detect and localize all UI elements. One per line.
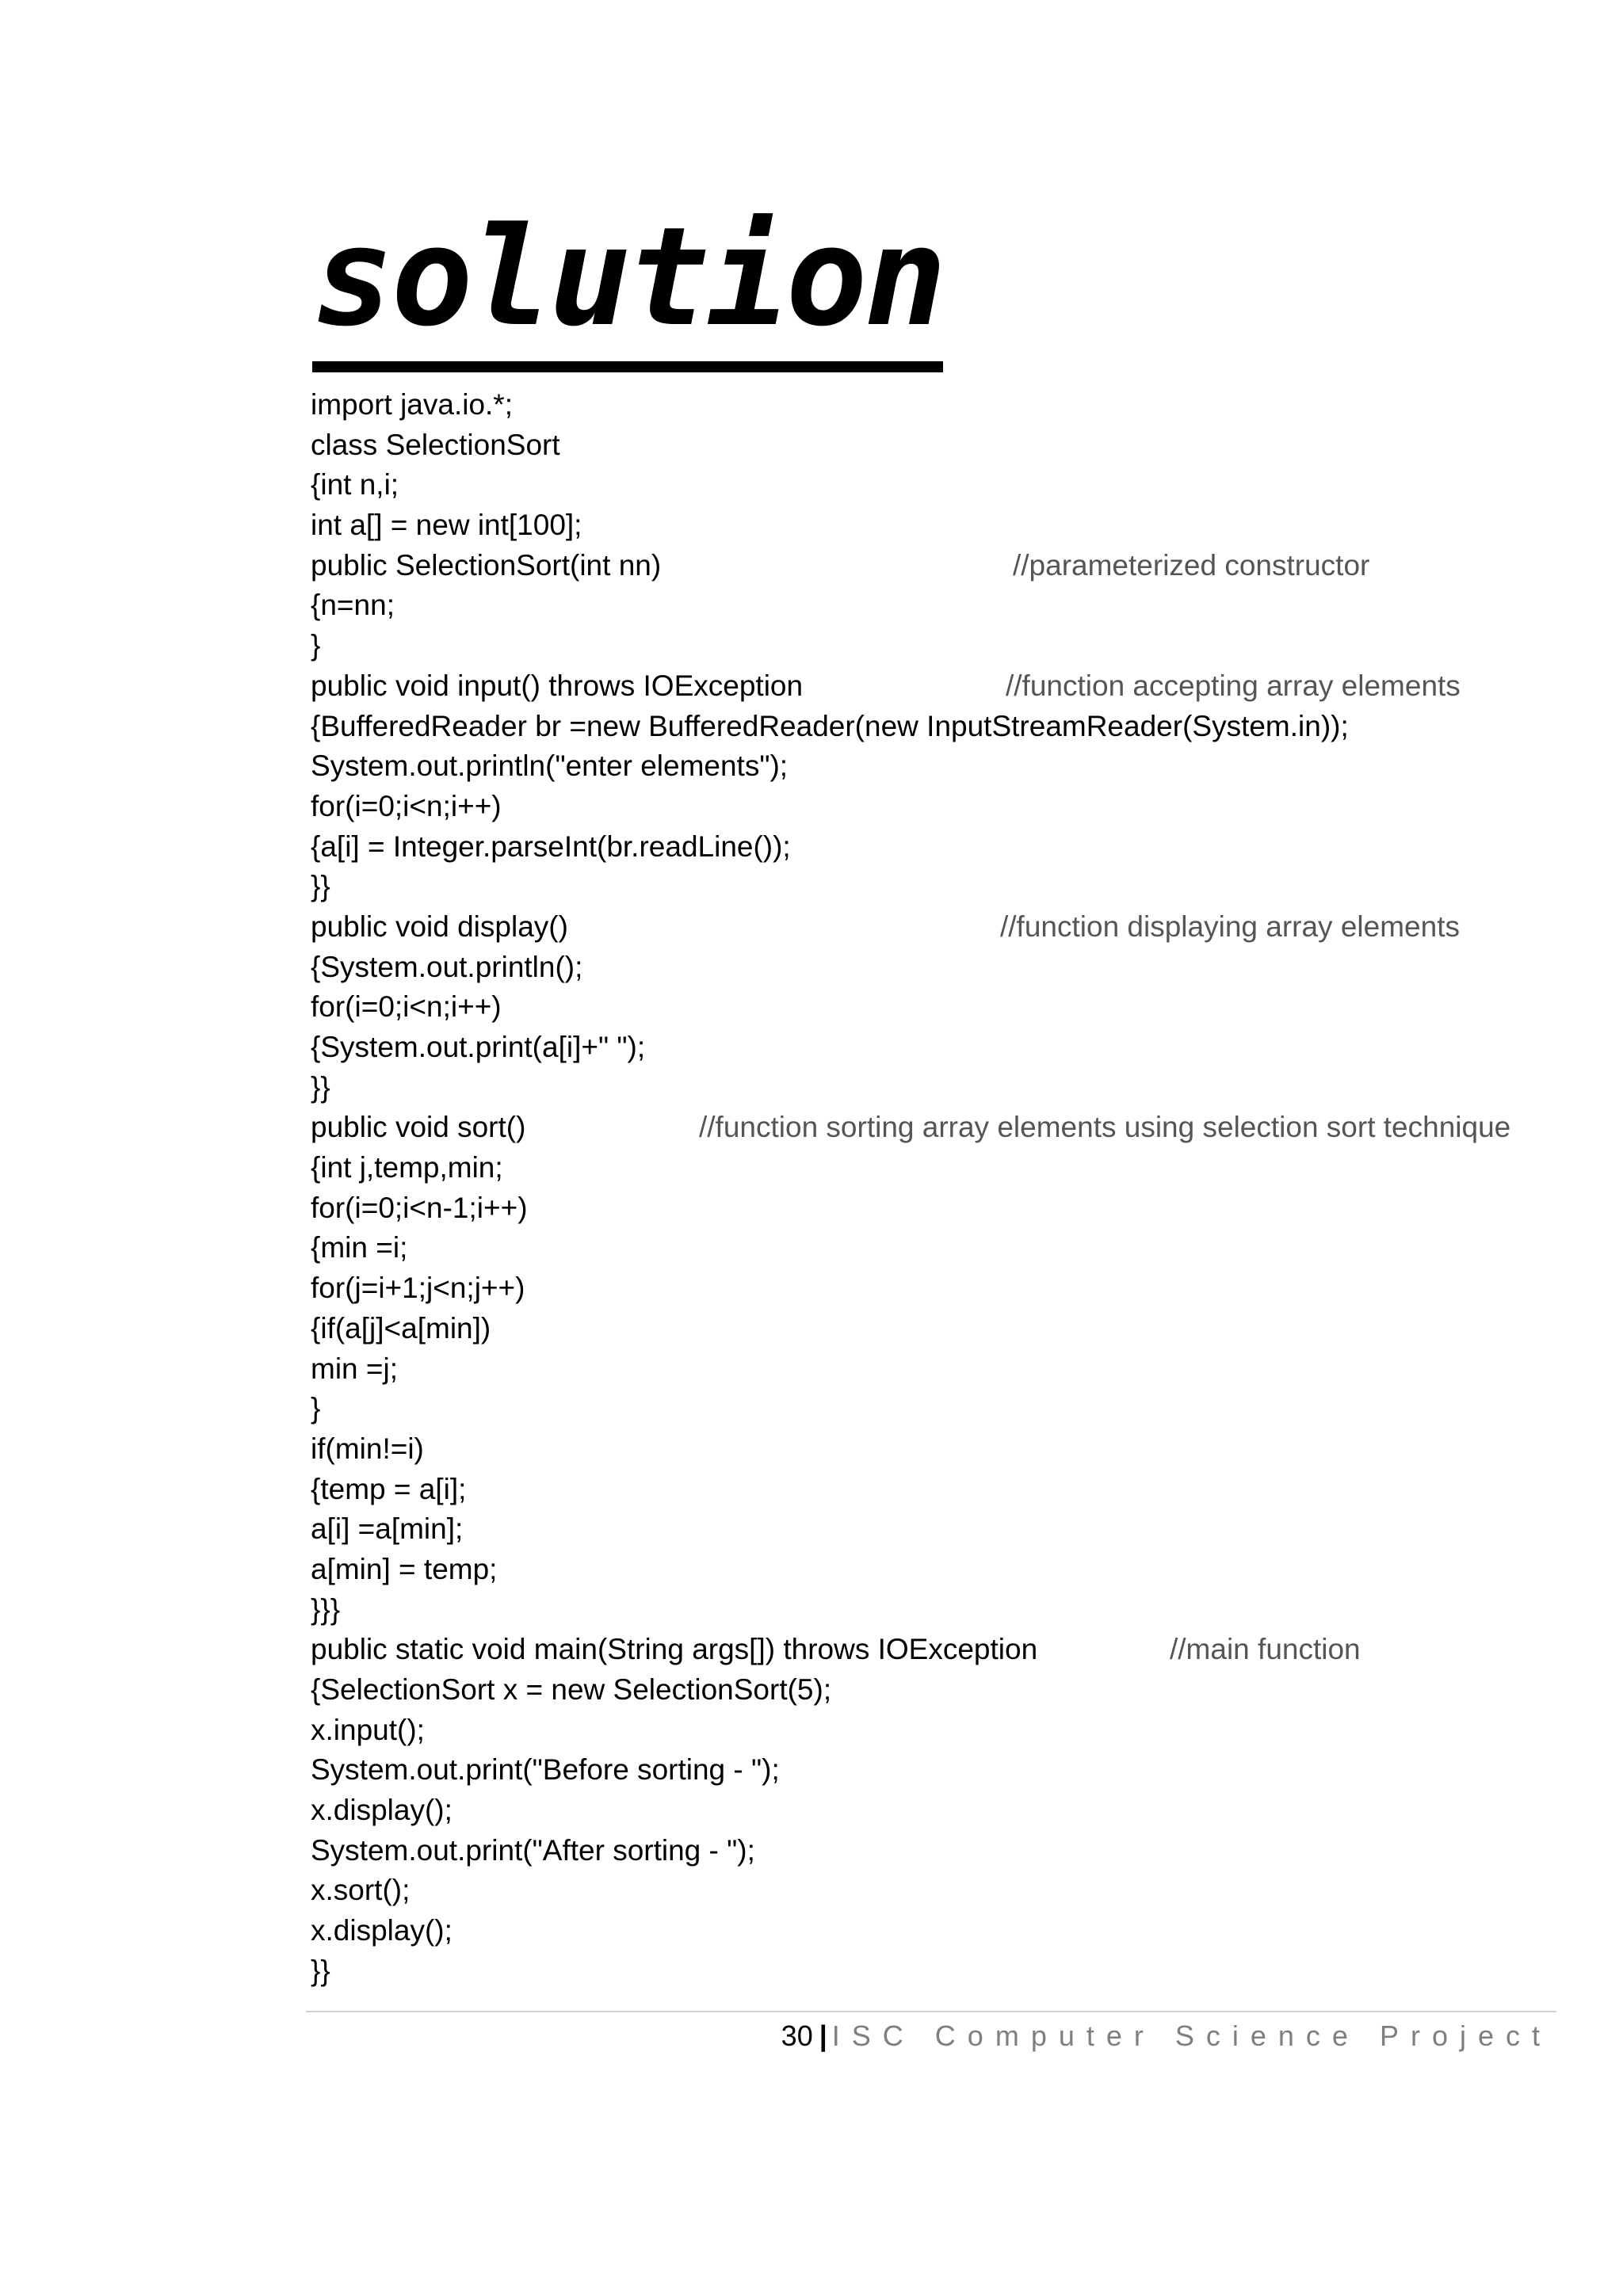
code-text: {min =i;	[311, 1231, 408, 1264]
code-line	[311, 1188, 1579, 1229]
code-text: {a[i] = Integer.parseInt(br.readLine());	[311, 830, 791, 863]
code-text: {BufferedReader br =new BufferedReader(new InputStreamReader(System.in));	[311, 709, 1349, 742]
code-comment: //main function	[1170, 1633, 1361, 1666]
code-text: public SelectionSort(int nn)	[311, 548, 662, 582]
code-text: x.display();	[311, 1914, 453, 1947]
code-text: for(i=0;i<n-1;i++)	[311, 1191, 528, 1224]
code-line	[311, 948, 1579, 988]
code-line	[311, 1509, 1579, 1550]
code-line	[311, 1429, 1579, 1470]
code-line	[311, 1148, 1579, 1188]
code-line	[311, 787, 1579, 827]
code-line	[311, 546, 1579, 586]
footer-divider	[306, 2011, 1556, 2012]
code-line	[311, 1590, 1579, 1630]
code-text: a[min] = temp;	[311, 1552, 498, 1585]
code-line	[311, 987, 1579, 1028]
code-text: for(i=0;i<n;i++)	[311, 789, 502, 822]
code-line	[311, 1028, 1579, 1068]
code-text: }	[311, 629, 321, 662]
code-text: }	[311, 1392, 321, 1425]
page-title: solution	[312, 198, 943, 372]
code-text: {System.out.print(a[i]+" ");	[311, 1031, 646, 1063]
code-line	[311, 1670, 1579, 1711]
code-text: public void input() throws IOException	[311, 669, 804, 702]
code-line	[311, 827, 1579, 868]
code-text: {temp = a[i];	[311, 1472, 467, 1505]
code-line	[311, 1791, 1579, 1831]
footer-separator: |	[819, 2019, 827, 2052]
code-line	[311, 505, 1579, 546]
code-line	[311, 1630, 1579, 1670]
code-text: }}	[311, 870, 330, 903]
page-number: 30	[781, 2019, 813, 2052]
code-line	[311, 1550, 1579, 1590]
code-text: public void sort()	[311, 1111, 526, 1144]
code-line	[311, 385, 1579, 425]
code-text: class SelectionSort	[311, 428, 560, 461]
code-text: {System.out.println();	[311, 950, 583, 983]
code-text: x.input();	[311, 1713, 425, 1746]
code-line	[311, 1871, 1579, 1911]
code-text: {if(a[j]<a[min])	[311, 1311, 491, 1344]
code-text: public void display()	[311, 910, 568, 943]
code-listing	[311, 385, 1579, 1992]
code-comment: //parameterized constructor	[1013, 548, 1370, 582]
code-text: x.sort();	[311, 1874, 411, 1907]
code-line	[311, 1831, 1579, 1871]
code-line	[311, 1911, 1579, 1951]
code-text: System.out.println("enter elements");	[311, 749, 789, 783]
code-text: int a[] = new int[100];	[311, 509, 582, 542]
code-line	[311, 585, 1579, 626]
code-line	[311, 1470, 1579, 1510]
page-footer	[781, 2019, 1552, 2054]
code-text: {int n,i;	[311, 468, 399, 502]
code-line	[311, 666, 1579, 707]
code-line	[311, 746, 1579, 787]
code-text: public static void main(String args[]) throws IOException	[311, 1633, 1038, 1666]
code-comment: //function displaying array elements	[1000, 910, 1460, 943]
code-text: {n=nn;	[311, 589, 395, 622]
code-line	[311, 1750, 1579, 1791]
code-line	[311, 867, 1579, 907]
code-line	[311, 1711, 1579, 1751]
code-line	[311, 1389, 1579, 1429]
code-line	[311, 1268, 1579, 1309]
code-text: if(min!=i)	[311, 1432, 424, 1465]
code-line	[311, 1309, 1579, 1349]
code-text: System.out.print("After sorting - ");	[311, 1833, 755, 1867]
code-text: for(i=0;i<n;i++)	[311, 990, 502, 1024]
code-text: }}	[311, 1954, 330, 1987]
code-line	[311, 1228, 1579, 1268]
code-line	[311, 465, 1579, 505]
footer-title: ISC Computer Science Project	[831, 2019, 1552, 2052]
code-line	[311, 907, 1579, 948]
code-text: min =j;	[311, 1352, 399, 1385]
code-line	[311, 425, 1579, 466]
code-text: }}}	[311, 1592, 341, 1626]
code-text: x.display();	[311, 1794, 453, 1827]
code-line	[311, 626, 1579, 666]
code-text: System.out.print("Before sorting - ");	[311, 1753, 780, 1787]
code-line	[311, 1349, 1579, 1390]
code-text: for(j=i+1;j<n;j++)	[311, 1272, 525, 1305]
code-line	[311, 1951, 1579, 1992]
code-text: import java.io.*;	[311, 388, 513, 421]
code-comment: //function accepting array elements	[1006, 669, 1461, 702]
code-line	[311, 707, 1579, 747]
code-text: }}	[311, 1070, 330, 1104]
code-line	[311, 1108, 1579, 1148]
code-line	[311, 1068, 1579, 1108]
code-text: a[i] =a[min];	[311, 1512, 464, 1546]
code-comment: //function sorting array elements using selection sort technique	[699, 1111, 1511, 1144]
code-text: {SelectionSort x = new SelectionSort(5);	[311, 1673, 832, 1706]
code-text: {int j,temp,min;	[311, 1151, 503, 1184]
